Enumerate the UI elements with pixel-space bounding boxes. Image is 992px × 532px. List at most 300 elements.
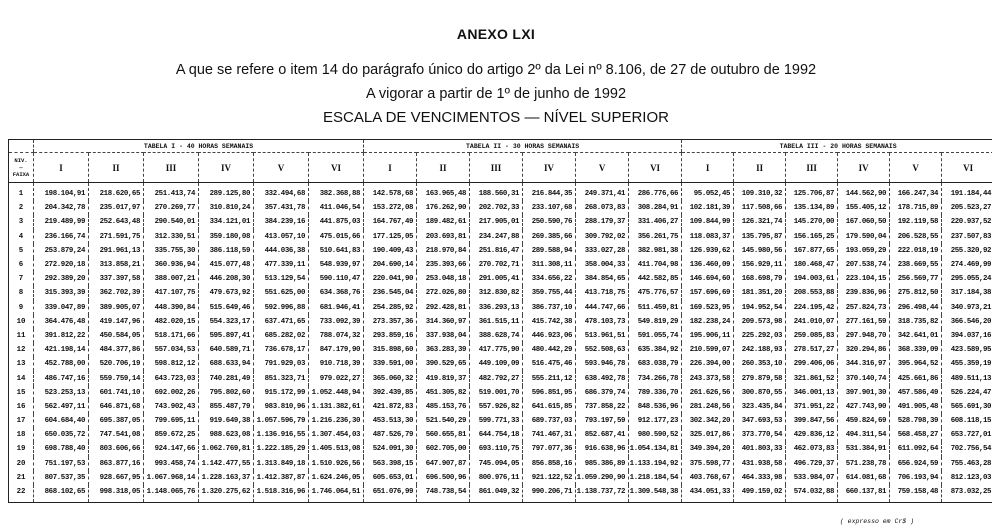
- salary-cell: 464.333,98: [734, 471, 786, 485]
- level-cell: 2: [9, 201, 34, 215]
- table-row: [9, 201, 992, 215]
- salary-cell: 789.336,70: [629, 386, 682, 400]
- salary-cell: 191.184,44: [942, 183, 992, 202]
- salary-cell: 863.877,16: [89, 457, 144, 471]
- salary-cell: 238.669,55: [890, 258, 942, 272]
- salary-cell: 852.687,41: [576, 428, 629, 442]
- salary-cell: 601.741,10: [89, 386, 144, 400]
- column-header-t1-2: II: [89, 153, 144, 183]
- salary-cell: 169.523,95: [682, 301, 734, 315]
- salary-cell: 270.269,77: [144, 201, 199, 215]
- level-cell: 11: [9, 329, 34, 343]
- salary-cell: 125.706,87: [786, 183, 838, 202]
- salary-cell: 364.476,48: [34, 315, 89, 329]
- salary-cell: 692.002,26: [144, 386, 199, 400]
- salary-cell: 95.052,45: [682, 183, 734, 202]
- level-cell: 5: [9, 244, 34, 258]
- level-cell: 19: [9, 442, 34, 456]
- level-cell: 3: [9, 215, 34, 229]
- salary-cell: 873.032,25: [942, 485, 992, 503]
- salary-cell: 557.926,82: [470, 400, 523, 414]
- salary-cell: 334.121,01: [199, 215, 254, 229]
- salary-cell: 142.578,68: [364, 183, 417, 202]
- level-cell: 20: [9, 457, 34, 471]
- salary-cell: 204.690,14: [364, 258, 417, 272]
- level-header-line: —: [19, 164, 23, 171]
- salary-cell: 531.384,91: [838, 442, 890, 456]
- salary-cell: 411.046,54: [309, 201, 364, 215]
- salary-cell: 755.463,28: [942, 457, 992, 471]
- salary-cell: 427.743,90: [838, 400, 890, 414]
- salary-cell: 800.976,11: [470, 471, 523, 485]
- salary-cell: 487.526,79: [364, 428, 417, 442]
- group-header-tabela-2: TABELA II - 30 HORAS SEMANAIS: [364, 140, 682, 153]
- salary-cell: 449.109,09: [470, 357, 523, 371]
- salary-cell: 217.905,01: [470, 215, 523, 229]
- salary-cell: 441.875,03: [309, 215, 364, 229]
- salary-cell: 219.489,99: [34, 215, 89, 229]
- salary-cell: 209.573,98: [734, 315, 786, 329]
- table-row: [9, 272, 992, 286]
- salary-cell: 741.467,31: [523, 428, 576, 442]
- salary-cell: 591.055,74: [629, 329, 682, 343]
- salary-cell: 571.238,78: [838, 457, 890, 471]
- salary-cell: 737.858,22: [576, 400, 629, 414]
- salary-cell: 358.004,33: [576, 258, 629, 272]
- salary-cell: 339.047,89: [34, 301, 89, 315]
- salary-cell: 419.147,96: [89, 315, 144, 329]
- salary-cell: 644.754,18: [470, 428, 523, 442]
- salary-cell: 689.737,03: [523, 414, 576, 428]
- salary-cell: 194.952,54: [734, 301, 786, 315]
- salary-cell: 340.973,21: [942, 301, 992, 315]
- salary-cell: 1.624.246,05: [309, 471, 364, 485]
- salary-cell: 188.560,31: [470, 183, 523, 202]
- salary-cell: 190.409,43: [364, 244, 417, 258]
- reference-text: A que se refere o item 14 do parágrafo único do artigo 2º da Lei nº 8.106, de 27 de outubro de 1992: [175, 62, 817, 78]
- salary-cell: 318.735,82: [890, 315, 942, 329]
- salary-cell: 126.321,74: [734, 215, 786, 229]
- salary-cell: 311.308,11: [523, 258, 576, 272]
- salary-cell: 390.529,65: [417, 357, 470, 371]
- salary-cell: 279.879,58: [734, 371, 786, 385]
- annex-title: ANEXO LXI: [456, 26, 536, 42]
- salary-cell: 145.270,00: [786, 215, 838, 229]
- salary-cell: 195.906,11: [682, 329, 734, 343]
- salary-cell: 453.513,30: [364, 414, 417, 428]
- salary-cell: 489.511,13: [942, 371, 992, 385]
- salary-cell: 155.405,12: [838, 201, 890, 215]
- salary-cell: 611.092,64: [890, 442, 942, 456]
- column-header-t1-3: III: [144, 153, 199, 183]
- salary-cell: 235.393,66: [417, 258, 470, 272]
- salary-cell: 1.222.185,29: [254, 442, 309, 456]
- column-header-t1-5: V: [254, 153, 309, 183]
- salary-cell: 243.373,58: [682, 371, 734, 385]
- salary-cell: 312.830,82: [470, 286, 523, 300]
- salary-cell: 255.320,92: [942, 244, 992, 258]
- salary-cell: 389.905,07: [89, 301, 144, 315]
- salary-cell: 983.810,96: [254, 400, 309, 414]
- salary-cell: 411.704,98: [629, 258, 682, 272]
- salary-cell: 292.389,20: [34, 272, 89, 286]
- salary-cell: 1.054.134,81: [629, 442, 682, 456]
- salary-cell: 1.228.163,37: [199, 471, 254, 485]
- salary-cell: 386.737,10: [523, 301, 576, 315]
- column-header-t3-4: IV: [838, 153, 890, 183]
- level-header-line: FAIXA: [12, 171, 30, 178]
- level-cell: 14: [9, 371, 34, 385]
- salary-cell: 494.311,54: [838, 428, 890, 442]
- salary-cell: 218.620,65: [89, 183, 144, 202]
- salary-cell: 315.898,60: [364, 343, 417, 357]
- salary-cell: 253.048,18: [417, 272, 470, 286]
- salary-cell: 253.879,24: [34, 244, 89, 258]
- salary-cell: 551.625,00: [254, 286, 309, 300]
- salary-cell: 286.776,66: [629, 183, 682, 202]
- salary-cell: 384.239,16: [254, 215, 309, 229]
- salary-cell: 491.905,48: [890, 400, 942, 414]
- salary-cell: 452.788,00: [34, 357, 89, 371]
- salary-cell: 928.667,95: [89, 471, 144, 485]
- salary-cell: 271.591,75: [89, 230, 144, 244]
- salary-cell: 592.996,88: [254, 301, 309, 315]
- salary-cell: 323.435,84: [734, 400, 786, 414]
- salary-cell: 590.110,47: [309, 272, 364, 286]
- column-header-t3-6: VI: [942, 153, 992, 183]
- salary-cell: 683.038,79: [629, 357, 682, 371]
- salary-cell: 1.062.769,81: [199, 442, 254, 456]
- salary-cell: 759.158,48: [890, 485, 942, 503]
- salary-cell: 269.385,66: [523, 230, 576, 244]
- salary-cell: 274.469,99: [942, 258, 992, 272]
- salary-cell: 916.638,96: [576, 442, 629, 456]
- salary-cell: 202.702,33: [470, 201, 523, 215]
- salary-cell: 656.924,59: [890, 457, 942, 471]
- salary-cell: 207.538,74: [838, 258, 890, 272]
- salary-cell: 293.859,16: [364, 329, 417, 343]
- level-column-header: [9, 153, 34, 183]
- salary-cell: 236.545,04: [364, 286, 417, 300]
- salary-cell: 397.901,30: [838, 386, 890, 400]
- salary-cell: 988.623,08: [199, 428, 254, 442]
- salary-cell: 734.266,78: [629, 371, 682, 385]
- level-cell: 9: [9, 301, 34, 315]
- salary-cell: 733.092,39: [309, 315, 364, 329]
- salary-cell: 223.104,15: [838, 272, 890, 286]
- salary-cell: 646.871,68: [89, 400, 144, 414]
- salary-cell: 446.208,30: [199, 272, 254, 286]
- salary-cell: 163.965,48: [417, 183, 470, 202]
- salary-cell: 362.702,39: [89, 286, 144, 300]
- salary-cell: 1.067.968,14: [144, 471, 199, 485]
- salary-cell: 347.693,53: [734, 414, 786, 428]
- salary-cell: 685.282,02: [254, 329, 309, 343]
- salary-cell: 321.861,52: [786, 371, 838, 385]
- salary-cell: 634.368,76: [309, 286, 364, 300]
- salary-cell: 403.768,67: [682, 471, 734, 485]
- level-cell: 15: [9, 386, 34, 400]
- salary-cell: 157.696,69: [682, 286, 734, 300]
- salary-cell: 225.292,03: [734, 329, 786, 343]
- salary-cell: 309.792,02: [576, 230, 629, 244]
- salary-cell: 399.847,56: [786, 414, 838, 428]
- salary-cell: 521.540,29: [417, 414, 470, 428]
- salary-cell: 1.307.454,03: [309, 428, 364, 442]
- salary-cell: 513.961,51: [576, 329, 629, 343]
- salary-cell: 526.224,47: [942, 386, 992, 400]
- salary-cell: 194.003,61: [786, 272, 838, 286]
- salary-cell: 292.428,81: [417, 301, 470, 315]
- salary-cell: 807.537,35: [34, 471, 89, 485]
- salary-cell: 647.907,87: [417, 457, 470, 471]
- salary-cell: 395.964,52: [890, 357, 942, 371]
- salary-cell: 919.649,38: [199, 414, 254, 428]
- salary-cell: 417.775,90: [470, 343, 523, 357]
- salary-cell: 342.641,01: [890, 329, 942, 343]
- salary-cell: 637.471,65: [254, 315, 309, 329]
- salary-cell: 359.180,08: [199, 230, 254, 244]
- salary-cell: 312.330,51: [144, 230, 199, 244]
- salary-cell: 1.057.596,79: [254, 414, 309, 428]
- salary-cell: 273.357,36: [364, 315, 417, 329]
- salary-cell: 260.353,10: [734, 357, 786, 371]
- salary-cell: 482.792,27: [470, 371, 523, 385]
- salary-cell: 288.179,37: [576, 215, 629, 229]
- salary-cell: 234.247,88: [470, 230, 523, 244]
- level-cell: 13: [9, 357, 34, 371]
- salary-cell: 1.133.194,92: [629, 457, 682, 471]
- salary-cell: 251.816,47: [470, 244, 523, 258]
- salary-cell: 1.412.387,87: [254, 471, 309, 485]
- salary-cell: 413.718,75: [576, 286, 629, 300]
- salary-cell: 388.007,21: [144, 272, 199, 286]
- salary-cell: 421.872,83: [364, 400, 417, 414]
- salary-cell: 788.074,32: [309, 329, 364, 343]
- column-header-t3-3: III: [786, 153, 838, 183]
- salary-cell: 915.172,99: [254, 386, 309, 400]
- salary-cell: 295.055,24: [942, 272, 992, 286]
- salary-cell: 145.980,56: [734, 244, 786, 258]
- salary-cell: 523.253,13: [34, 386, 89, 400]
- salary-cell: 289.125,80: [199, 183, 254, 202]
- salary-cell: 109.844,99: [682, 215, 734, 229]
- salary-cell: 475.015,66: [309, 230, 364, 244]
- salary-cell: 1.218.184,54: [629, 471, 682, 485]
- salary-cell: 357.431,78: [254, 201, 309, 215]
- effective-date-text: A vigorar a partir de 1º de junho de 1992: [365, 86, 627, 102]
- salary-cell: 346.001,13: [786, 386, 838, 400]
- salary-cell: 559.759,14: [89, 371, 144, 385]
- salary-cell: 118.083,37: [682, 230, 734, 244]
- salary-cell: 336.293,13: [470, 301, 523, 315]
- salary-cell: 208.553,88: [786, 286, 838, 300]
- salary-cell: 299.406,06: [786, 357, 838, 371]
- salary-cell: 337.397,58: [89, 272, 144, 286]
- salary-cell: 660.137,81: [838, 485, 890, 503]
- salary-cell: 1.148.065,76: [144, 485, 199, 503]
- salary-cell: 257.824,73: [838, 301, 890, 315]
- salary-cell: 1.136.916,55: [254, 428, 309, 442]
- salary-cell: 851.323,71: [254, 371, 309, 385]
- salary-cell: 136.460,09: [682, 258, 734, 272]
- salary-cell: 565.691,30: [942, 400, 992, 414]
- salary-cell: 1.131.382,61: [309, 400, 364, 414]
- salary-cell: 220.937,52: [942, 215, 992, 229]
- table-row: [9, 442, 992, 456]
- table-group-header-row: [9, 140, 992, 153]
- salary-cell: 189.482,61: [417, 215, 470, 229]
- salary-cell: 921.122,52: [523, 471, 576, 485]
- salary-cell: 272.026,80: [417, 286, 470, 300]
- salary-cell: 135.134,89: [786, 201, 838, 215]
- salary-cell: 614.081,68: [838, 471, 890, 485]
- table-body: [9, 183, 992, 503]
- salary-cell: 413.057,10: [254, 230, 309, 244]
- salary-cell: 289.588,94: [523, 244, 576, 258]
- salary-cell: 415.077,48: [199, 258, 254, 272]
- salary-cell: 563.398,15: [364, 457, 417, 471]
- salary-cell: 1.313.849,18: [254, 457, 309, 471]
- salary-cell: 254.285,92: [364, 301, 417, 315]
- salary-cell: 339.591,00: [364, 357, 417, 371]
- salary-cell: 166.247,34: [890, 183, 942, 202]
- salary-cell: 651.076,99: [364, 485, 417, 503]
- table-row: [9, 315, 992, 329]
- salary-cell: 317.184,38: [942, 286, 992, 300]
- salary-cell: 641.615,85: [523, 400, 576, 414]
- salary-cell: 371.951,22: [786, 400, 838, 414]
- salary-cell: 593.946,78: [576, 357, 629, 371]
- salary-cell: 392.439,85: [364, 386, 417, 400]
- salary-cell: 1.142.477,55: [199, 457, 254, 471]
- salary-cell: 335.755,30: [144, 244, 199, 258]
- salary-cell: 482.020,15: [144, 315, 199, 329]
- salary-cell: 596.851,95: [523, 386, 576, 400]
- salary-cell: 178.715,89: [890, 201, 942, 215]
- salary-cell: 560.655,81: [417, 428, 470, 442]
- salary-cell: 167.877,65: [786, 244, 838, 258]
- salary-cell: 146.694,60: [682, 272, 734, 286]
- salary-cell: 799.695,11: [144, 414, 199, 428]
- salary-cell: 484.377,86: [89, 343, 144, 357]
- column-header-t2-2: II: [417, 153, 470, 183]
- salary-cell: 144.562,90: [838, 183, 890, 202]
- salary-cell: 1.059.290,90: [576, 471, 629, 485]
- table-row: [9, 400, 992, 414]
- table-row: [9, 230, 992, 244]
- salary-cell: 604.684,40: [34, 414, 89, 428]
- salary-cell: 1.405.513,08: [309, 442, 364, 456]
- salary-cell: 554.323,17: [199, 315, 254, 329]
- salary-cell: 325.017,86: [682, 428, 734, 442]
- salary-cell: 516.475,46: [523, 357, 576, 371]
- salary-cell: 360.936,94: [144, 258, 199, 272]
- salary-cell: 910.718,39: [309, 357, 364, 371]
- salary-cell: 261.626,56: [682, 386, 734, 400]
- salary-cell: 985.386,89: [576, 457, 629, 471]
- salary-cell: 696.500,96: [417, 471, 470, 485]
- salary-cell: 549.819,29: [629, 315, 682, 329]
- salary-cell: 278.517,27: [786, 343, 838, 357]
- level-cell: 21: [9, 471, 34, 485]
- salary-cell: 192.119,58: [890, 215, 942, 229]
- salary-cell: 998.318,05: [89, 485, 144, 503]
- salary-cell: 477.339,11: [254, 258, 309, 272]
- salary-cell: 334.656,22: [523, 272, 576, 286]
- salary-cell: 270.702,71: [470, 258, 523, 272]
- salary-cell: 1.138.737,72: [576, 485, 629, 503]
- salary-cell: 979.022,27: [309, 371, 364, 385]
- salary-cell: 382.368,88: [309, 183, 364, 202]
- level-cell: 8: [9, 286, 34, 300]
- table-row: [9, 301, 992, 315]
- salary-cell: 698.788,40: [34, 442, 89, 456]
- salary-cell: 313.858,21: [89, 258, 144, 272]
- table-row: [9, 286, 992, 300]
- salary-cell: 793.197,59: [576, 414, 629, 428]
- salary-scale-table: [8, 139, 992, 503]
- salary-cell: 736.678,17: [254, 343, 309, 357]
- salary-cell: 235.017,97: [89, 201, 144, 215]
- table-row: [9, 386, 992, 400]
- salary-cell: 993.458,74: [144, 457, 199, 471]
- salary-cell: 259.085,83: [786, 329, 838, 343]
- salary-cell: 216.844,35: [523, 183, 576, 202]
- salary-cell: 1.216.236,30: [309, 414, 364, 428]
- salary-cell: 297.948,70: [838, 329, 890, 343]
- salary-cell: 450.584,05: [89, 329, 144, 343]
- salary-cell: 856.858,16: [523, 457, 576, 471]
- salary-cell: 1.052.448,94: [309, 386, 364, 400]
- salary-cell: 291.961,13: [89, 244, 144, 258]
- salary-cell: 239.836,96: [838, 286, 890, 300]
- salary-cell: 220.041,90: [364, 272, 417, 286]
- salary-cell: 290.540,01: [144, 215, 199, 229]
- salary-cell: 653.727,01: [942, 428, 992, 442]
- salary-cell: 251.413,74: [144, 183, 199, 202]
- salary-cell: 153.272,08: [364, 201, 417, 215]
- salary-cell: 861.049,32: [470, 485, 523, 503]
- salary-cell: 349.394,20: [682, 442, 734, 456]
- salary-cell: 803.606,66: [89, 442, 144, 456]
- salary-cell: 102.181,39: [682, 201, 734, 215]
- salary-cell: 156.165,25: [786, 230, 838, 244]
- salary-cell: 451.305,82: [417, 386, 470, 400]
- level-cell: 7: [9, 272, 34, 286]
- salary-cell: 510.641,83: [309, 244, 364, 258]
- level-cell: 10: [9, 315, 34, 329]
- salary-cell: 747.541,08: [89, 428, 144, 442]
- salary-cell: 1.518.316,96: [254, 485, 309, 503]
- salary-cell: 635.384,92: [629, 343, 682, 357]
- salary-cell: 193.059,29: [838, 244, 890, 258]
- table-row: [9, 258, 992, 272]
- salary-cell: 650.035,72: [34, 428, 89, 442]
- column-header-t3-5: V: [890, 153, 942, 183]
- currency-footnote: ( expresso em Cr$ ): [839, 518, 914, 525]
- salary-cell: 557.034,53: [144, 343, 199, 357]
- salary-cell: 205.523,27: [942, 201, 992, 215]
- salary-cell: 117.508,66: [734, 201, 786, 215]
- salary-cell: 598.812,12: [144, 357, 199, 371]
- salary-cell: 386.118,59: [199, 244, 254, 258]
- salary-cell: 868.102,65: [34, 485, 89, 503]
- table-row: [9, 485, 992, 503]
- salary-cell: 638.492,78: [576, 371, 629, 385]
- salary-cell: 459.824,69: [838, 414, 890, 428]
- salary-cell: 268.073,83: [576, 201, 629, 215]
